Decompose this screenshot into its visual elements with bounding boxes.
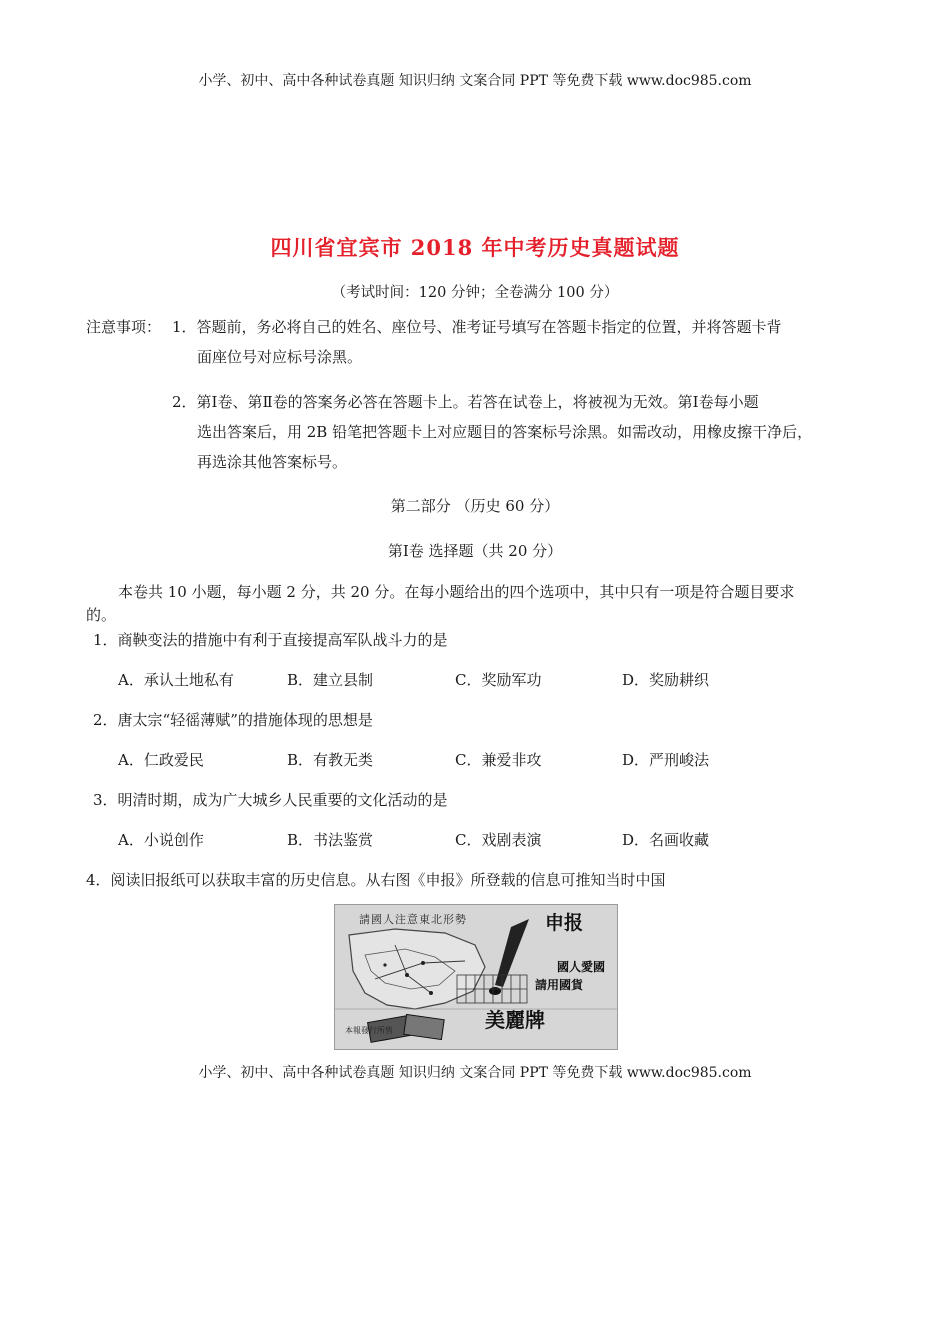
question-4-stem: 4．阅读旧报纸可以获取丰富的历史信息。从右图《申报》所登载的信息可推知当时中国 xyxy=(86,871,666,889)
question-3-option-b: B．书法鉴赏 xyxy=(287,831,374,849)
part-heading: 第二部分 （历史 60 分） xyxy=(390,497,560,515)
question-3-option-c: C．戏剧表演 xyxy=(455,831,542,849)
notice-item-1-line-1: 1．答题前，务必将自己的姓名、座位号、准考证号填写在答题卡指定的位置，并将答题卡背 xyxy=(172,318,782,336)
notice-item-2-line-2: 选出答案后，用 2B 铅笔把答题卡上对应题目的答案标号涂黑。如需改动，用橡皮擦干净后， xyxy=(197,423,813,441)
intro-line-2: 的。 xyxy=(86,606,117,624)
question-3-option-d: D．名画收藏 xyxy=(622,831,710,849)
question-2-option-d: D．严刑峻法 xyxy=(622,751,710,769)
newspaper-brand: 美麗牌 xyxy=(485,1008,545,1032)
question-2-stem: 2．唐太宗“轻徭薄赋”的措施体现的思想是 xyxy=(93,711,373,729)
question-1-stem: 1．商鞅变法的措施中有利于直接提高军队战斗力的是 xyxy=(93,631,448,649)
exam-title: 四川省宜宾市 2018 年中考历史真题试题 xyxy=(270,235,680,260)
question-1-option-a: A．承认土地私有 xyxy=(118,671,234,689)
question-2-option-a: A．仁政爱民 xyxy=(118,751,204,769)
section-heading: 第Ⅰ卷 选择题（共 20 分） xyxy=(387,542,563,560)
newspaper-slogan-mid: 請用國貨 xyxy=(535,978,584,992)
question-1-option-c: C．奖励军功 xyxy=(455,671,542,689)
exam-subtitle: （考试时间：120 分钟；全卷满分 100 分） xyxy=(331,285,619,301)
newspaper-slogan-top: 國人愛國 xyxy=(557,960,606,974)
question-3-option-a: A．小说创作 xyxy=(118,831,204,849)
question-1-option-d: D．奖励耕织 xyxy=(622,671,710,689)
notice-item-2-line-3: 再选涂其他答案标号。 xyxy=(197,453,348,471)
notice-label: 注意事项： xyxy=(86,318,162,336)
intro-line-1: 本卷共 10 小题，每小题 2 分，共 20 分。在每小题给出的四个选项中，其中只有一项是符合题目要求 xyxy=(118,583,795,601)
notice-item-2-line-1: 2．第Ⅰ卷、第Ⅱ卷的答案务必答在答题卡上。若答在试卷上，将被视为无效。第Ⅰ卷每小题 xyxy=(172,393,759,411)
question-3-stem: 3．明清时期，成为广大城乡人民重要的文化活动的是 xyxy=(93,791,448,809)
newspaper-masthead: 申报 xyxy=(545,912,584,934)
page-footer: 小学、初中、高中各种试卷真题 知识归纳 文案合同 PPT 等免费下载 www.doc985.com xyxy=(198,1065,752,1081)
question-2-option-b: B．有教无类 xyxy=(287,751,374,769)
newspaper-side-text: 本報發行所售 xyxy=(345,1026,393,1035)
shenbao-newspaper-image xyxy=(334,904,618,1050)
notice-item-1-line-2: 面座位号对应标号涂黑。 xyxy=(197,348,363,366)
page-header: 小学、初中、高中各种试卷真题 知识归纳 文案合同 PPT 等免费下载 www.doc985.com xyxy=(198,73,752,89)
question-2-option-c: C．兼爱非攻 xyxy=(455,751,542,769)
newspaper-banner: 請國人注意東北形勢 xyxy=(359,913,467,926)
question-1-option-b: B．建立县制 xyxy=(287,671,374,689)
